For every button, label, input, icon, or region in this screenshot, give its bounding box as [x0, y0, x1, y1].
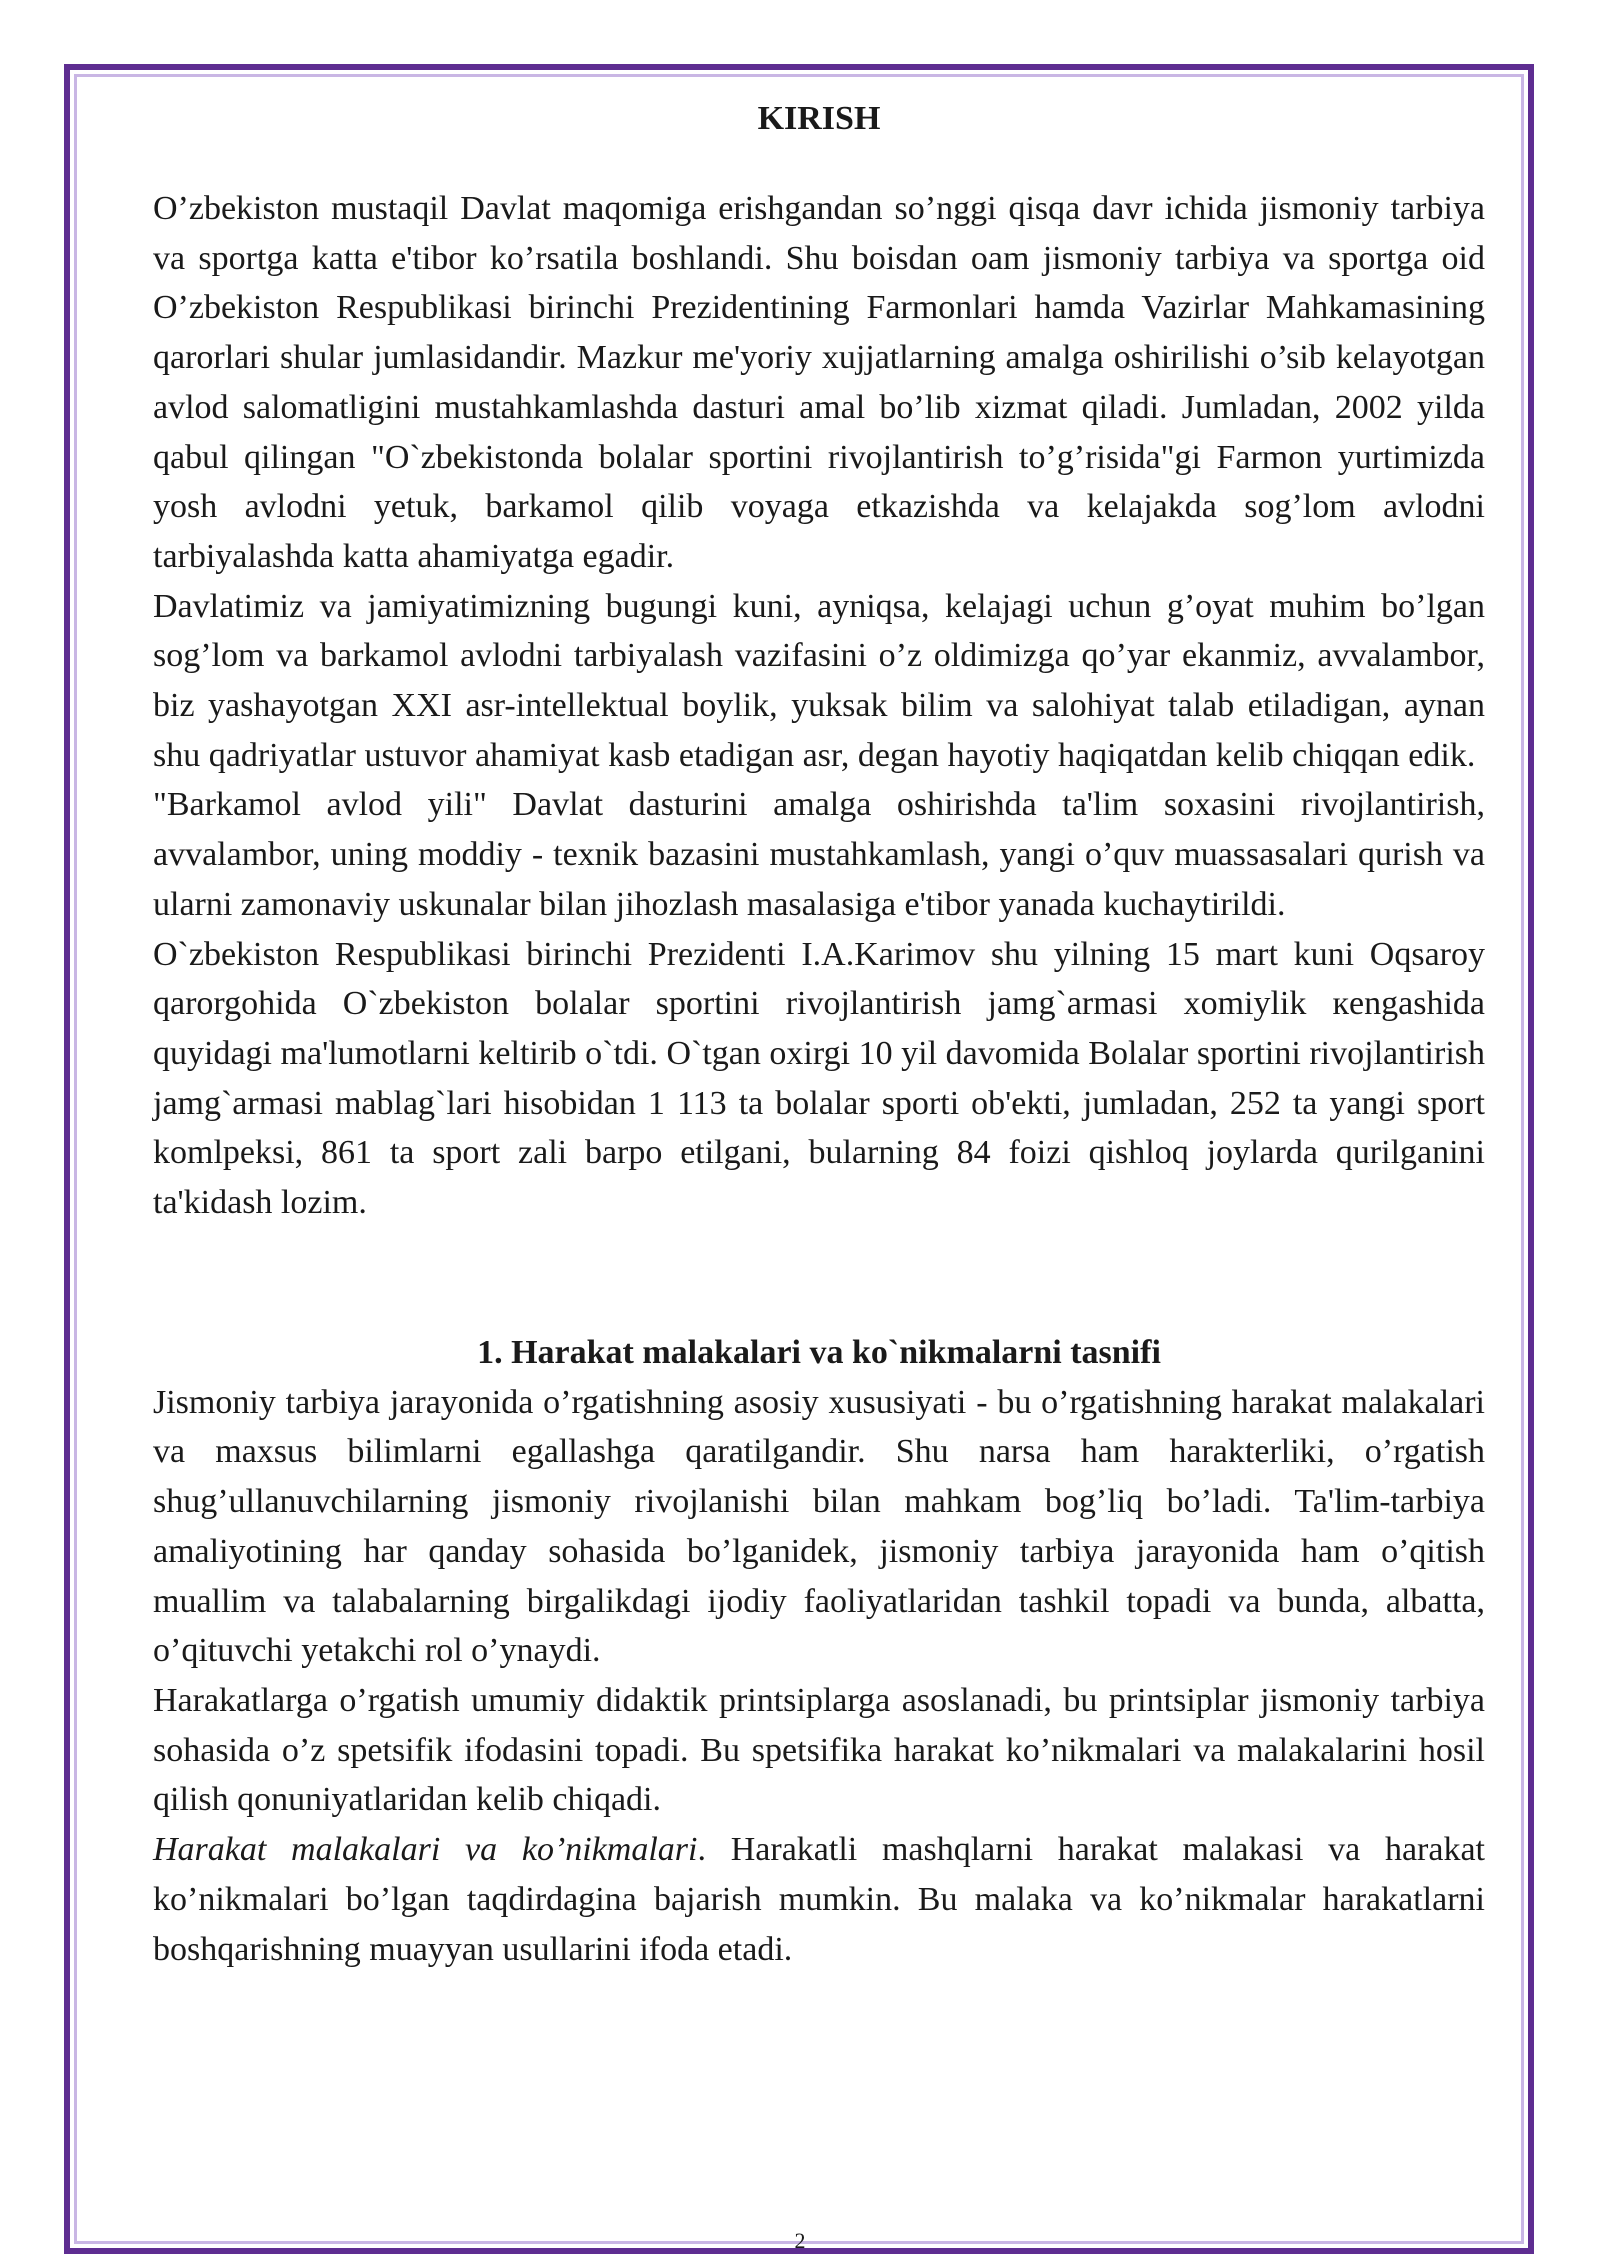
page-title: KIRISH: [757, 100, 881, 137]
intro-paragraph-4: O`zbekiston Respublikasi birinchi Prezidenti I.A.Karimov shu yilning 15 mart kuni Oqsaroy qarorgohida O`zbekiston bolalar sportini rivojlantirish jamg`armasi xomiylik кengashida quyidagi ma'lumotlarni keltirib o`tdi. O`tgan oxirgi 10 yil davomida Bolalar sportini rivojlantirish jamg`armasi mablag`lari hisobidan 1 113 ta bolalar sporti ob'ekti, jumladan, 252 ta yangi sport komlpeksi, 861 ta sport zali barpo etilgani, bularning 84 foizi qishloq joylarda qurilganini ta'kidash lozim.: [153, 935, 1485, 1222]
section-paragraph-3: [153, 1825, 1485, 1974]
section-paragraph-3-body: . Harakatli mashqlarni harakat malakasi va harakat ko’nikmalari bo’lgan taqdirdagina bajarish mumkin. Bu malaka va ko’nikmalar harakatlarni boshqarishning muayyan usullarini ifoda etadi.: [153, 1831, 1485, 1968]
intro-paragraph-2: Davlatimiz va jamiyatimizning bugungi kuni, ayniqsa, kelajagi uchun g’oyat muhim bo’lgan sog’lom va barkamol avlodni tarbiyalash vazifasini o’z oldimizga qo’yar ekanmiz, avvalambor, biz yashayotgan XXI asr-intellektual boylik, yuksak bilim va salohiyat talab etiladigan, aynan shu qadriyatlar ustuvor ahamiyat kasb etadigan asr, degan hayotiy haqiqatdan kelib chiqqan edik.: [153, 587, 1485, 774]
section-title: 1. Harakat malakalari va ko`nikmalarni tasnifi: [477, 1333, 1161, 1371]
section-paragraph-1: Jismoniy tarbiya jarayonida o’rgatishning asosiy xususiyati - bu o’rgatishning harakat malakalari va maxsus bilimlarni egallashga qaratilgandir. Shu narsa ham harakterliki, o’rgatish shug’ullanuvchilarning jismoniy rivojlanishi bilan mahkam bog’liq bo’ladi. Ta'lim-tarbiya amaliyotining har qanday sohasida bo’lganidek, jismoniy tarbiya jarayonida ham o’qitish muallim va talabalarning birgalikdagi ijodiy faoliyatlaridan tashkil topadi va bunda, albatta, o’qituvchi yetakchi rol o’ynaydi.: [153, 1383, 1485, 1670]
page-content: [153, 94, 1485, 1974]
section-spacer: [153, 1228, 1485, 1328]
intro-paragraph-1: O’zbekiston mustaqil Davlat maqomiga erishgandan so’nggi qisqa davr ichida jismoniy tarbiya va sportga katta e'tibor ko’rsatila boshlandi. Shu boisdan oam jismoniy tarbiya va sportga oid O’zbekiston Respublikasi birinchi Prezidentining Farmonlari hamda Vazirlar Mahkamasining qarorlari shular jumlasidandir. Mazkur me'yoriy xujjatlarning amalga oshirilishi o’sib kelayotgan avlod salomatligini mustahkamlashda dasturi amal bo’lib xizmat qiladi. Jumladan, 2002 yilda qabul qilingan "O`zbekistonda bolalar sportini rivojlantirish to’g’risida"gi Farmon yurtimizda yosh avlodni yetuk, barkamol qilib voyaga etkazishda va kelajakda sog’lom avlodni tarbiyalashda katta ahamiyatga egadir.: [153, 190, 1485, 575]
section-paragraph-2: Harakatlarga o’rgatish umumiy didaktik printsiplarga asoslanadi, bu printsiplar jismoniy tarbiya sohasida o’z spetsifik ifodasini topadi. Bu spetsifika harakat ko’nikmalari va malakalarini hosil qilish qonuniyatlaridan kelib chiqadi.: [153, 1681, 1485, 1819]
page-number: 2: [794, 2228, 806, 2253]
section-paragraph-3-lead: Harakat malakalari va ko’nikmalari: [153, 1831, 698, 1869]
intro-paragraph-3: "Barkamol avlod yili" Davlat dasturini amalga oshirishda ta'lim soxasini rivojlantirish, avvalambor, uning moddiy - texnik bazasini mustahkamlash, yangi o’quv muassasalari qurish va ularni zamonaviy uskunalar bilan jihozlash masalasiga e'tibor yanada kuchaytirildi.: [153, 786, 1485, 923]
